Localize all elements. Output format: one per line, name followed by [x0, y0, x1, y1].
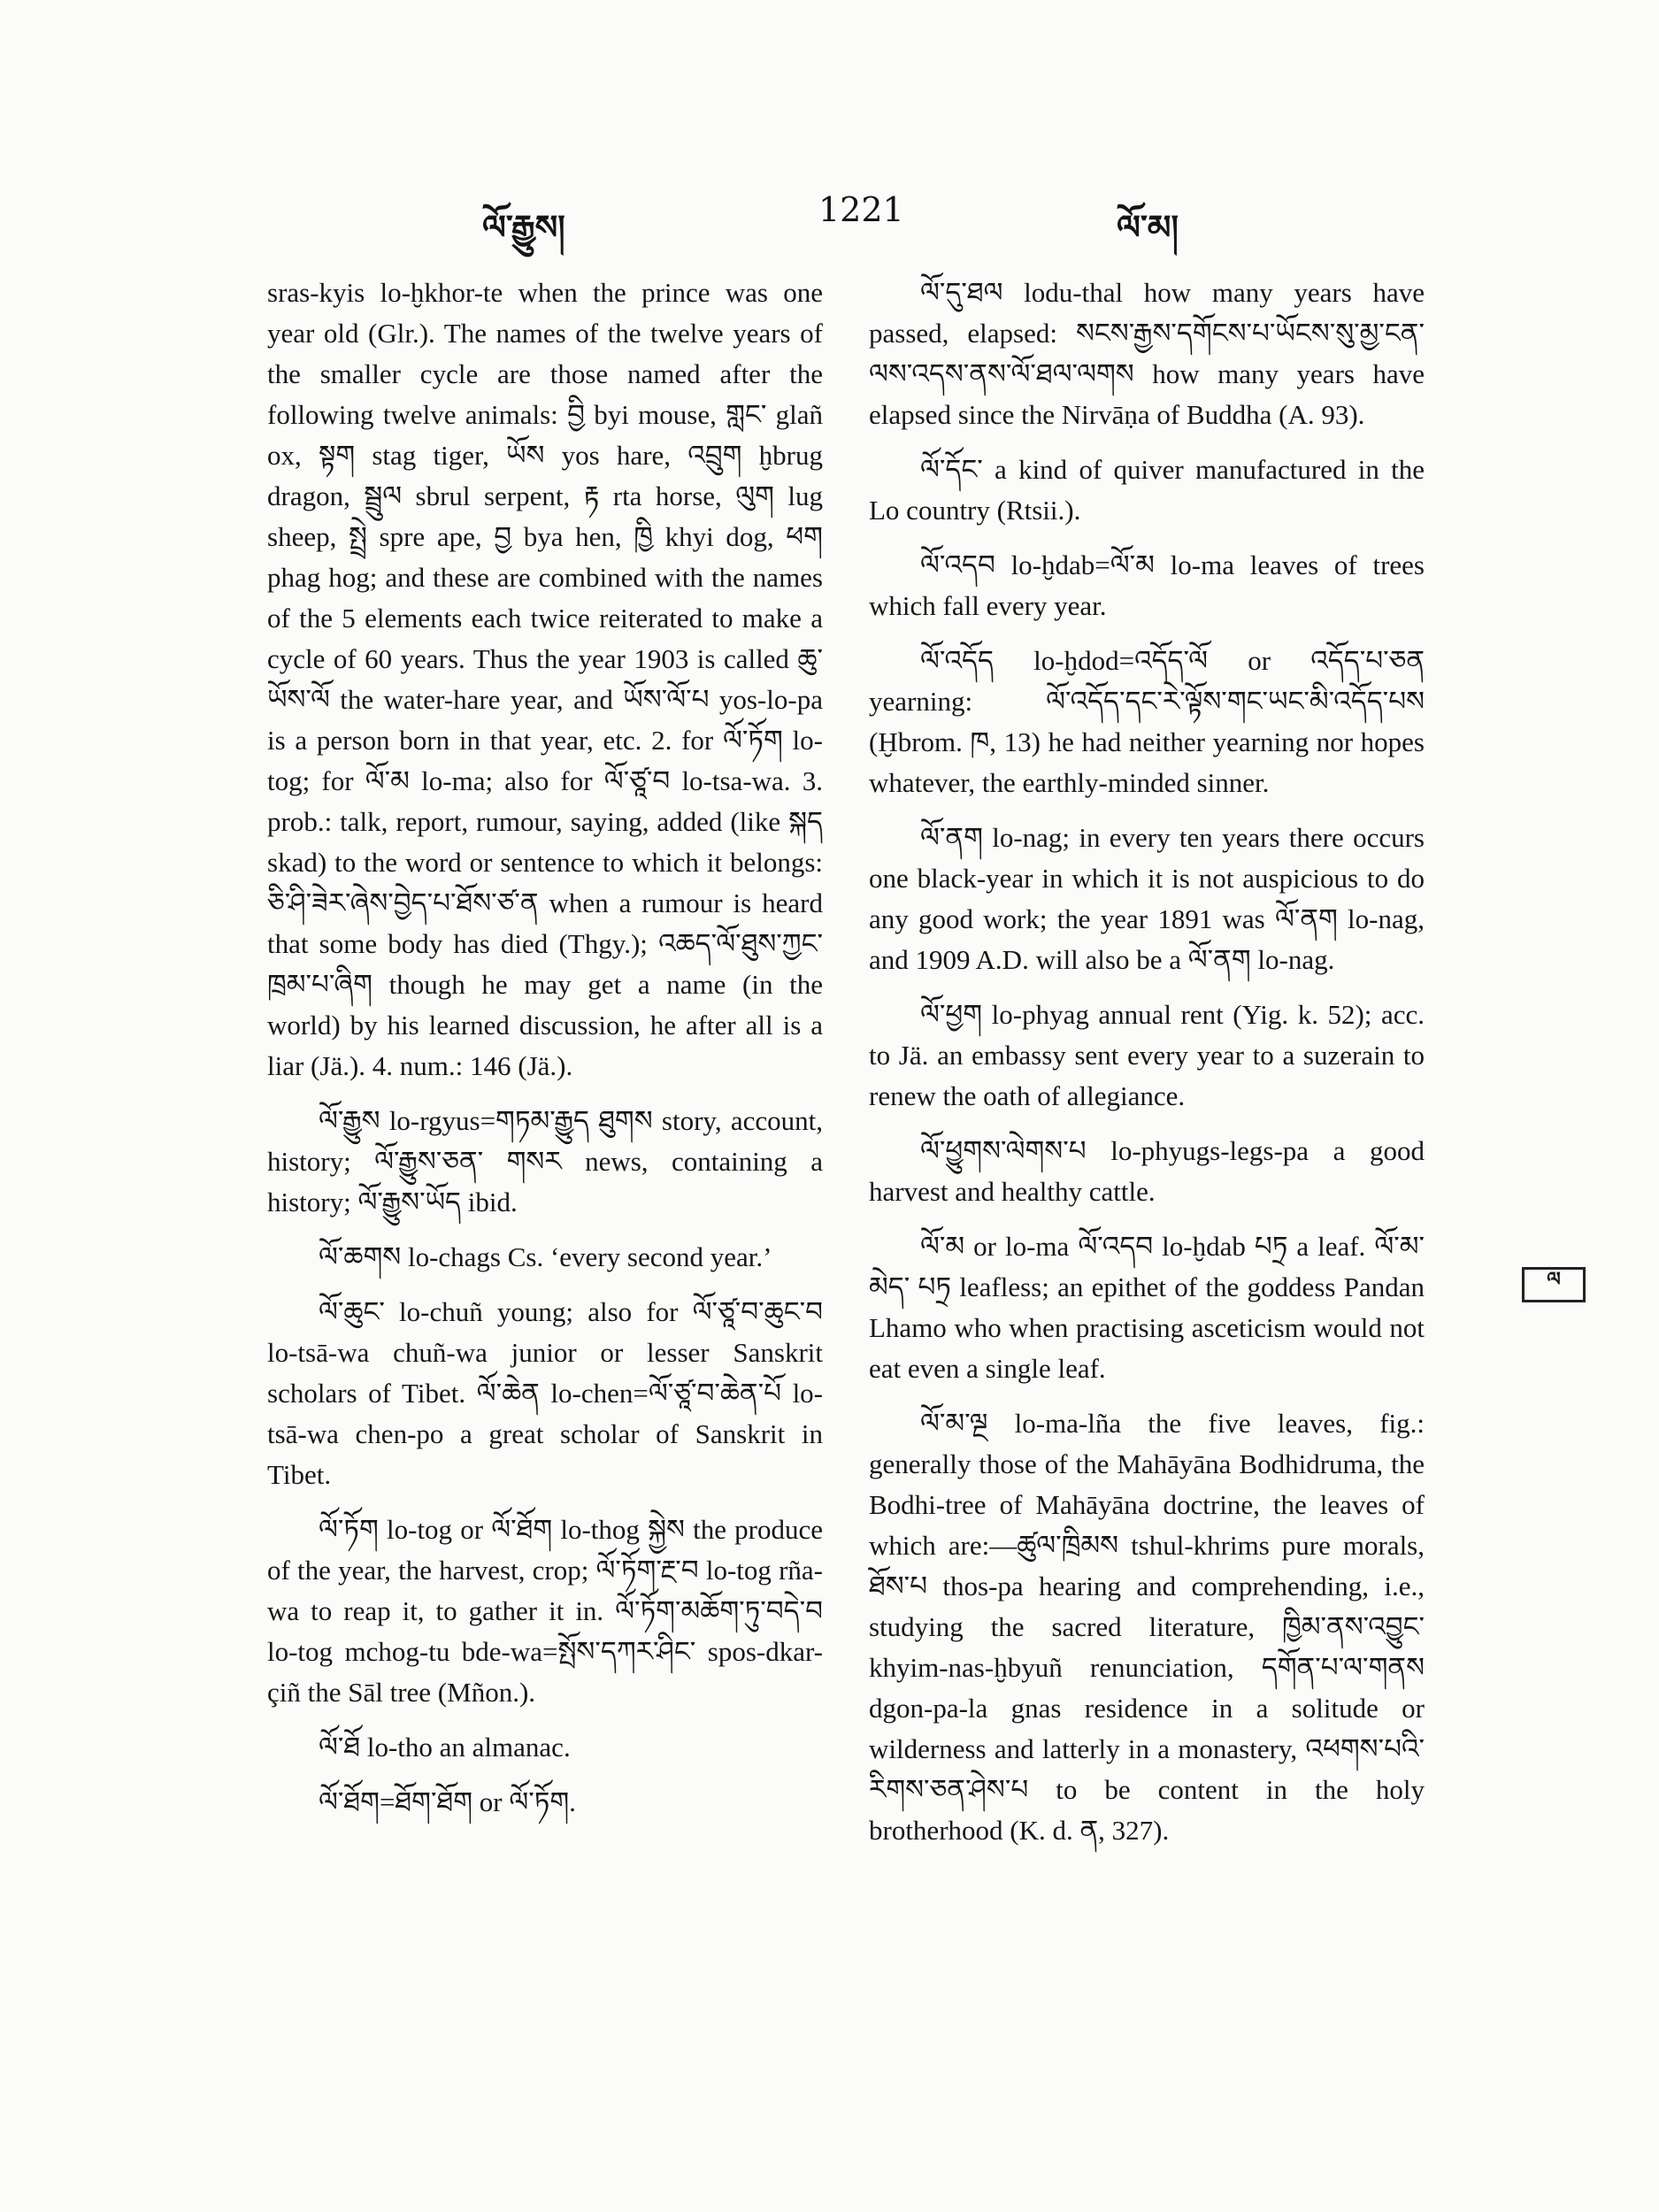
running-head-left: ལོ་རྒྱུས། [482, 207, 565, 247]
entry-lo-ma-lna: ལོ་མ་ལྔ lo-ma-lña the five leaves, fig.: generally those of the Mahāyāna Bodhidruma, the Bodhi-tree of Mahāyāna doctrine, the leaves of which are:—ཚུལ་ཁྲིམས tshul-khrims pure morals, ཐོས་པ thos-pa hearing and comprehending, i.e., studying the sacred literature, ཁྱིམ་ནས་འབྱུང་ khyim-nas-ḫbyuñ renunciation, དགོན་པ་ལ་གནས dgon-pa-la gnas residence in a solitude or wilderness and latterly in a monastery, འཕགས་པའི་རིགས་ཅན་ཤེས་པ to be content in the holy brotherhood (K. d. ན, 327). [869, 1408, 1425, 1846]
entry-lo-hdod: ལོ་འདོད lo-ḫdod=འདོད་ལོ or འདོད་པ་ཅན yearning: ལོ་འདོད་དང་རེ་ལྟོས་གང་ཡང་མི་འདོད་པས (Ḫbrom. ཁ, 13) he had neither yearning nor hopes whatever, the earthly-minded sinner. [869, 645, 1425, 798]
entry-lo-thog: ལོ་ཐོག=ཐོག་ཐོག or ལོ་ཏོག. [319, 1786, 576, 1817]
entry-lo-tog: ལོ་ཏོག lo-tog or ལོ་ཐོག lo-thog སྐྱེས the produce of the year, the harvest, crop; ལོ་ཏོག་རྔ་བ lo-tog rña-wa to reap it, to gather it in. ལོ་ཏོག་མཆོག་ཏུ་བདེ་བ lo-tog mchog-tu bde-wa=སྤོས་དཀར་ཤིང་ spos-dkar-çiñ the Sāl tree (Mñon.). [267, 1514, 823, 1708]
right-column [869, 273, 1425, 1865]
entry-lo-don: ལོ་དོང་ a kind of quiver manufactured in the Lo country (Rtsii.). [869, 454, 1425, 526]
thumb-index-marker: ལ [1522, 1267, 1586, 1302]
entry-lodu-thal: ལོ་དུ་ཐལ lodu-thal how many years have passed, elapsed: སངས་རྒྱས་དགོངས་པ་ཡོངས་སུ་མྱ་ངན་ལས་འདས་ནས་ལོ་ཐལ་ལགས how many years have elapsed since the Nirvāṇa of Buddha (A. 93). [869, 277, 1425, 430]
left-column [267, 273, 823, 1837]
entry-lo-chags: ལོ་ཆགས lo-chags Cs. ‘every second year.’ [319, 1241, 772, 1272]
entry-lo-ma: ལོ་མ or lo-ma ལོ་འདབ lo-ḫdab པཏྲ a leaf. ལོ་མ་མེད་ པཏྲ leafless; an epithet of the goddess Pandan Lhamo who when practising asceticism would not eat even a single leaf. [869, 1231, 1425, 1384]
page-number: 1221 [818, 190, 904, 229]
entry-lo-hdab: ལོ་འདབ lo-ḫdab=ལོ་མ lo-ma leaves of trees which fall every year. [869, 549, 1425, 621]
entry-lo-nag: ལོ་ནག lo-nag; in every ten years there occurs one black-year in which it is not auspicious to do any good work; the year 1891 was ལོ་ནག lo-nag, and 1909 A.D. will also be a ལོ་ནག lo-nag. [869, 822, 1425, 975]
entry-lo-phyag: ལོ་ཕྱག lo-phyag annual rent (Yig. k. 52); acc. to Jä. an embassy sent every year to a suzerain to renew the oath of allegiance. [869, 999, 1425, 1111]
entry-lo-khor-continued: sras-kyis lo-ḫkhor-te when the prince was one year old (Glr.). The names of the twelve years of the smaller cycle are those named after the following twelve animals: བྱི byi mouse, གླང་ glañ ox, སྟག stag tiger, ཡོས yos hare, འབྲུག ḫbrug dragon, སྦྲུལ sbrul serpent, རྟ rta horse, ལུག lug sheep, སྤྲེ spre ape, བྱ bya hen, ཁྱི khyi dog, ཕག phag hog; and these are combined with the names of the 5 elements each twice reiterated to make a cycle of 60 years. Thus the year 1903 is called ཆུ་ཡོས་ལོ the water-hare year, and ཡོས་ལོ་པ yos-lo-pa is a person born in that year, etc. 2. for ལོ་ཏོག lo-tog; for ལོ་མ lo-ma; also for ལོ་ཙཱ་བ lo-tsa-wa. 3. prob.: talk, report, rumour, saying, added (like སྐད skad) to the word or sentence to which it belongs: ཅི་ཤི་ཟེར་ཞེས་བྱེད་པ་ཐོས་ཙ་ན when a rumour is heard that some body has died (Thgy.); འཆད་ལོ་ཐུས་ཀྱང་ཁྲམ་པ་ཞིག though he may get a name (in the world) by his learned discussion, he after all is a liar (Jä.). 4. num.: 146 (Jä.). [267, 277, 823, 1081]
page-header [0, 190, 1659, 247]
entry-lo-phyugs-legs-pa: ལོ་ཕྱུགས་ལེགས་པ lo-phyugs-legs-pa a good harvest and healthy cattle. [869, 1135, 1425, 1207]
entry-lo-tho: ལོ་ཐོ lo-tho an almanac. [319, 1732, 571, 1763]
entry-lo-chun: ལོ་ཆུང་ lo-chuñ young; also for ལོ་ཙཱ་བ་ཆུང་བ lo-tsā-wa chuñ-wa junior or lesser Sanskrit scholars of Tibet. ལོ་ཆེན lo-chen=ལོ་ཙཱ་བ་ཆེན་པོ lo-tsā-wa chen-po a great scholar of Sanskrit in Tibet. [267, 1296, 823, 1490]
entry-lo-rgyus: ལོ་རྒྱུས lo-rgyus=གཏམ་རྒྱུད ཐུགས story, account, history; ལོ་རྒྱུས་ཅན་ གསར news, containing a history; ལོ་རྒྱུས་ཡོད ibid. [267, 1105, 823, 1217]
running-head-right: ལོ་མ། [1117, 207, 1179, 247]
